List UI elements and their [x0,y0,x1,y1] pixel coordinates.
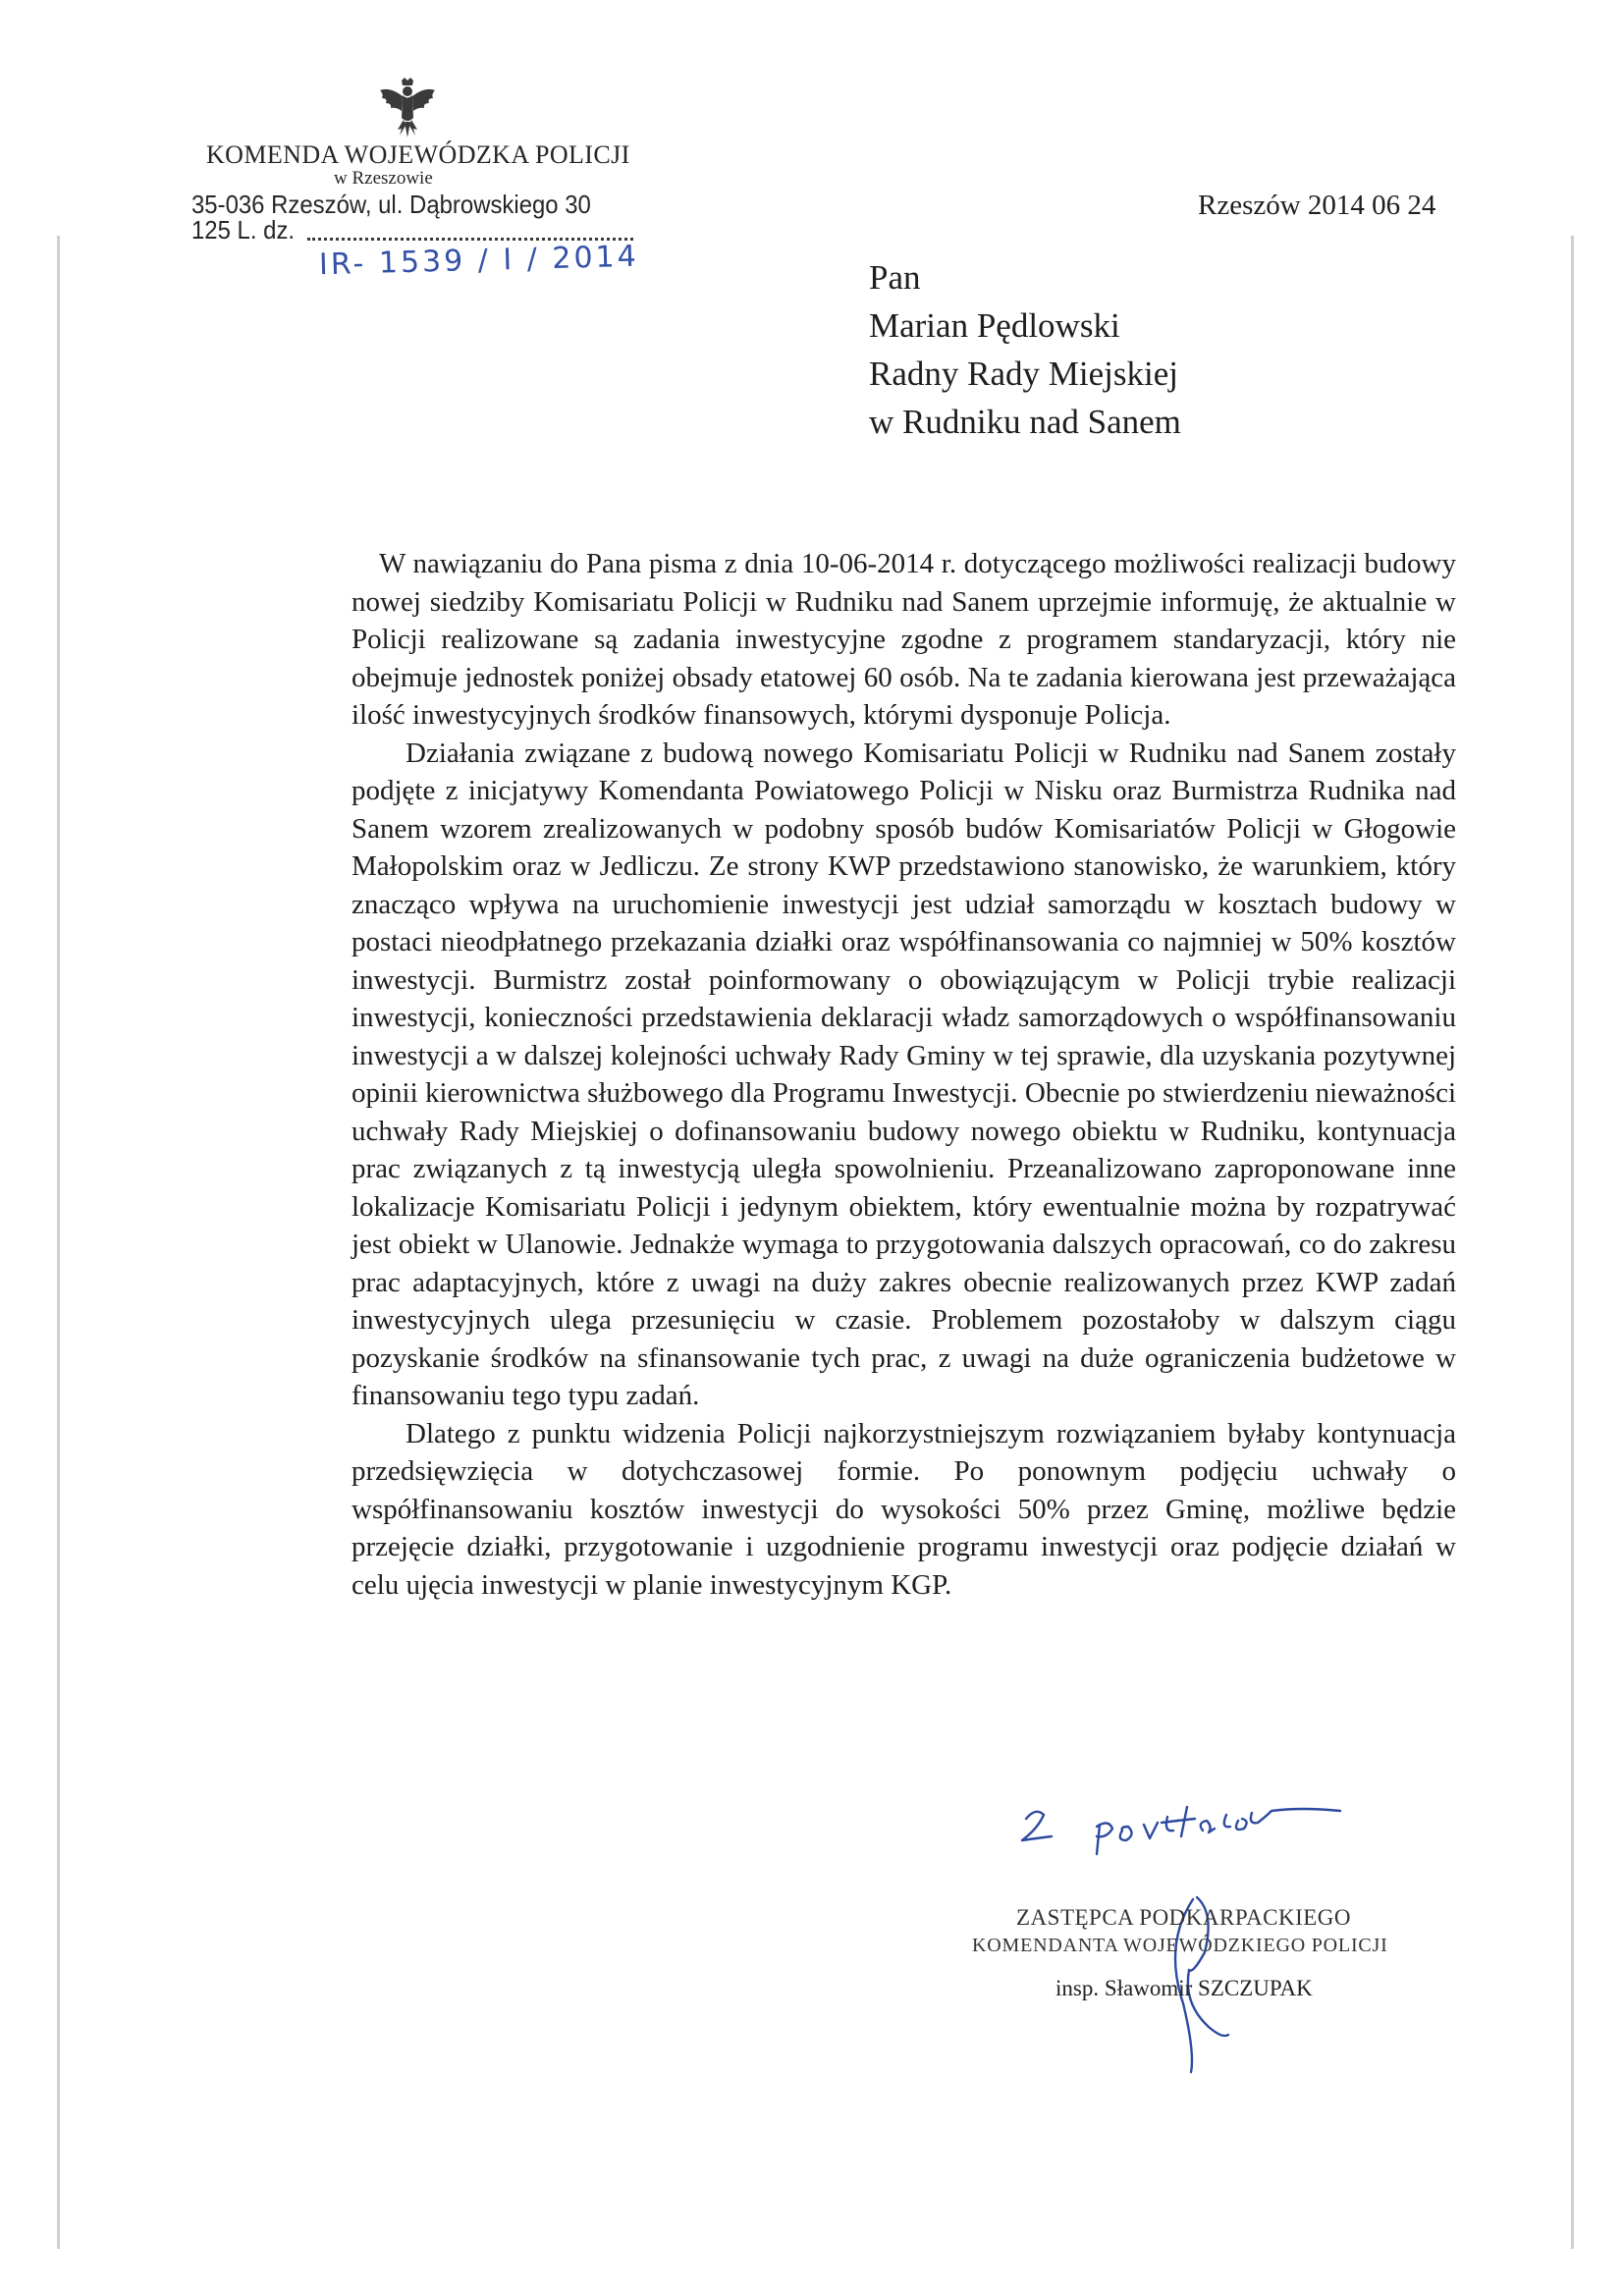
signatory-name: insp. Sławomir SZCZUPAK [1055,1976,1313,2000]
signatory-title-line1: ZASTĘPCA PODKARPACKIEGO [1016,1905,1352,1930]
scan-edge-right [1571,236,1574,2249]
handwritten-reference-number: IR- 1539 / I / 2014 [318,239,640,283]
recipient-name: Marian Pędlowski [869,306,1120,345]
recipient-position: Radny Rady Miejskiej [869,355,1178,393]
stamp-address: 35-036 Rzeszów, ul. Dąbrowskiego 30 [191,190,591,219]
letter-date: Rzeszów 2014 06 24 [1198,190,1436,221]
body-paragraph-3: Dlatego z punktu widzenia Policji najkorzystniejszym rozwiązaniem byłaby kontynuacja przedsięwzięcia w dotychczasowej formie. Po ponownym podjęciu uchwały o współfinansowaniu kosztów inwestycji do wysokości 50% przez Gminę, możliwe będzie przejęcie działki, przygotowanie i uzgodnienie programu inwestycji oraz podjęcie działań w celu ujęcia inwestycji w planie inwestycyjnym KGP. [352,1417,1456,1601]
body-paragraph-2: Działania związane z budową nowego Komisariatu Policji w Rudniku nad Sanem zostały podjęte z inicjatywy Komendanta Powiatowego Policji w Nisku oraz Burmistrza Rudnika nad Sanem wzorem zrealizowanych w podobny sposób budów Komisariatów Policji w Głogowie Małopolskim oraz w Jedliczu. Ze strony KWP przedstawiono stanowisko, że warunkiem, który znacząco wpływa na uruchomienie inwestycji jest udział samorządu w kosztach budowy w postaci nieodpłatnego przekazania działki oraz współfinansowania co najmniej w 50% kosztów inwestycji. Burmistrz został poinformowany o obowiązującym w Policji trybie realizacji inwestycji, konieczności przedstawienia deklaracji władz samorządowych o współfinansowaniu inwestycji a w dalszej kolejności uchwały Rady Gminy w tej sprawie, dla uzyskania pozytywnej opinii kierownictwa służbowego dla Programu Inwestycji. Obecnie po stwierdzeniu nieważności uchwały Rady Miejskiej o dofinansowaniu budowy nowego obiektu w Rudniku, kontynuacja prac związanych z tą inwestycją uległa spowolnieniu. Przeanalizowano zaproponowane inne lokalizacje Komisariatu Policji i jedynym obiektem, który ewentualnie można by rozpatrywać jest obiekt w Ulanowie. Jednakże wymaga to przygotowania dalszych opracowań, co do zakresu prac adaptacyjnych, które z uwagi na duży zakres obecnie realizowanych przez KWP zadań inwestycyjnych ulega przesunięciu w czasie. Problemem pozostałoby w dalszym ciągu pozyskanie środków na sfinansowanie tych prac, z uwagi na duże ograniczenia budżetowe w finansowaniu tego typu zadań. [352,737,1456,1411]
body-paragraph-1: W nawiązaniu do Pana pisma z dnia 10-06-2014 r. dotyczącego możliwości realizacji budowy nowej siedziby Komisariatu Policji w Rudniku nad Sanem uprzejmie informuję, że aktualnie w Policji realizowane są zadania inwestycyjne zgodne z programem standaryzacji, który nie obejmuje jednostek poniżej obsady etatowej 60 osób. Na te zadania kierowana jest przeważająca ilość inwestycyjnych środków finansowych, którymi dysponuje Policja. [352,548,1456,731]
recipient-salutation: Pan [869,258,921,297]
signatory-title-line2: KOMENDANTA WOJEWÓDZKIEGO POLICJI [972,1935,1388,1956]
recipient-location: w Rudniku nad Sanem [869,403,1181,441]
polish-eagle-emblem-icon [376,77,439,143]
letter-body [352,545,1456,1604]
stamp-organization-name: KOMENDA WOJEWÓDZKA POLICJI [206,140,630,169]
stamp-ref-label: 125 L. dz. [191,215,296,245]
stamp-city-line: w Rzeszowie [334,168,433,189]
scan-edge-left [57,236,60,2249]
recipient-block [869,253,1181,446]
